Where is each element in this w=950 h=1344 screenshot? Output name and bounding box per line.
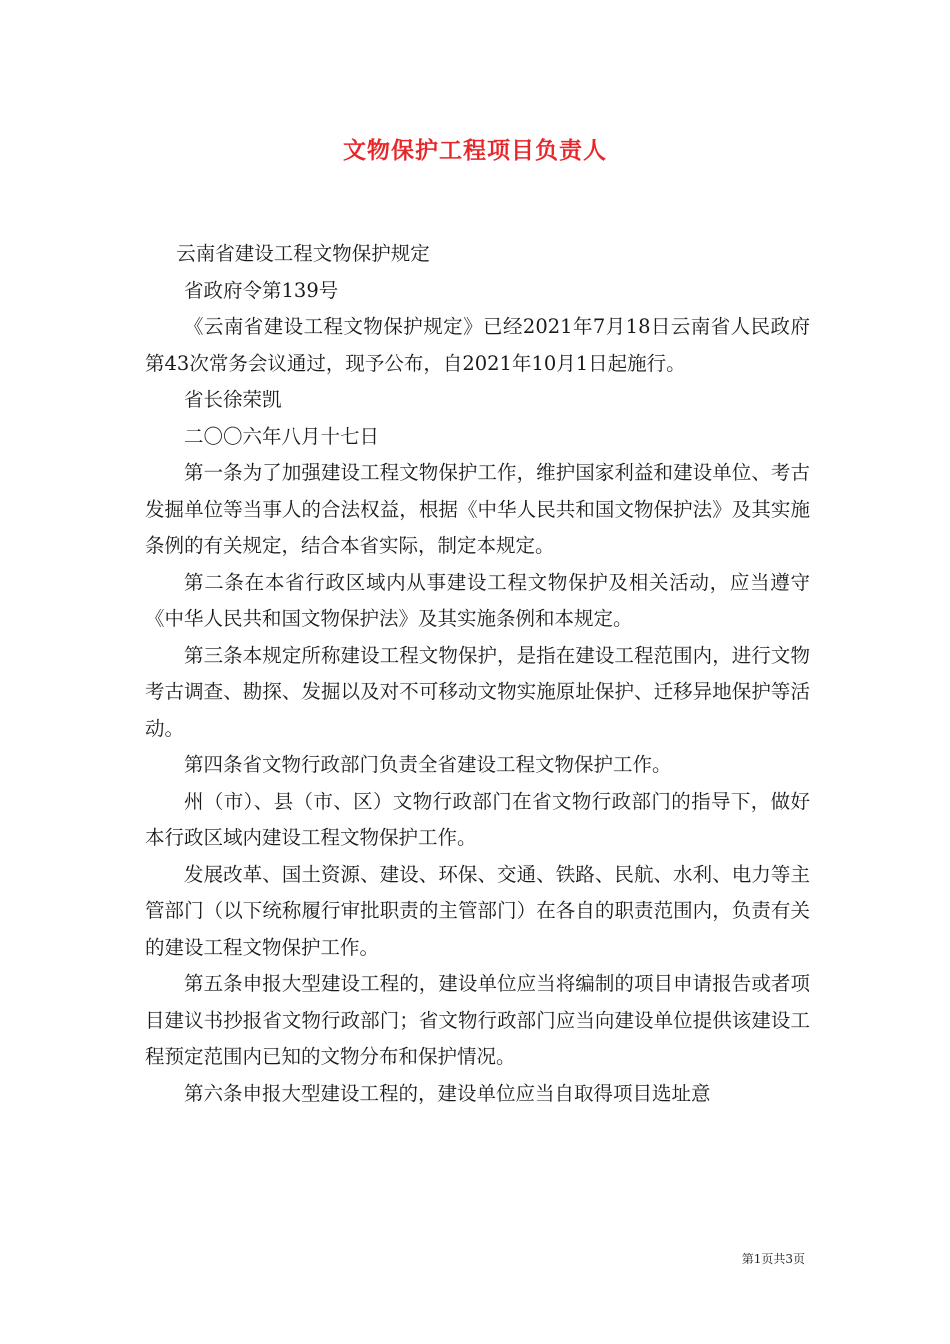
paragraph-announcement: 《云南省建设工程文物保护规定》已经2021年7月18日云南省人民政府第43次常务会议通过，现予公布，自2021年10月1日起施行。 xyxy=(145,315,810,375)
paragraph-article-4-departments: 发展改革、国土资源、建设、环保、交通、铁路、民航、水利、电力等主管部门（以下统称履行审批职责的主管部门）在各自的职责范围内，负责有关的建设工程文物保护工作。 xyxy=(145,862,810,959)
paragraph-article-4: 第四条省文物行政部门负责全省建设工程文物保护工作。 xyxy=(184,753,672,776)
paragraph-article-1: 第一条为了加强建设工程文物保护工作，维护国家利益和建设单位、考古发掘单位等当事人的合法权益，根据《中华人民共和国文物保护法》及其实施条例的有关规定，结合本省实际，制定本规定。 xyxy=(145,461,810,557)
page-number: 第1页共3页 xyxy=(741,1252,805,1266)
paragraph-date: 二〇〇六年八月十七日 xyxy=(184,424,380,448)
paragraph-article-5: 第五条申报大型建设工程的，建设单位应当将编制的项目申请报告或者项目建议书抄报省文物行政部门；省文物行政部门应当向建设单位提供该建设工程预定范围内已知的文物分布和保护情况。 xyxy=(145,972,810,1068)
document-body xyxy=(145,236,810,1112)
paragraph-article-3: 第三条本规定所称建设工程文物保护，是指在建设工程范围内，进行文物考古调查、勘探、发掘以及对不可移动文物实施原址保护、迁移异地保护等活动。 xyxy=(145,643,810,740)
paragraph-signatory: 省长徐荣凯 xyxy=(184,388,282,411)
paragraph-decree-number: 省政府令第139号 xyxy=(184,278,339,302)
document-title: 文物保护工程项目负责人 xyxy=(343,137,607,164)
paragraph-article-2: 第二条在本省行政区域内从事建设工程文物保护及相关活动，应当遵守《中华人民共和国文物保护法》及其实施条例和本规定。 xyxy=(145,570,810,630)
paragraph-regulation-name: 云南省建设工程文物保护规定 xyxy=(176,242,430,265)
paragraph-article-4-prefecture: 州（市）、县（市、区）文物行政部门在省文物行政部门的指导下，做好本行政区域内建设工程文物保护工作。 xyxy=(145,789,810,849)
paragraph-article-6: 第六条申报大型建设工程的，建设单位应当自取得项目选址意 xyxy=(184,1081,711,1105)
